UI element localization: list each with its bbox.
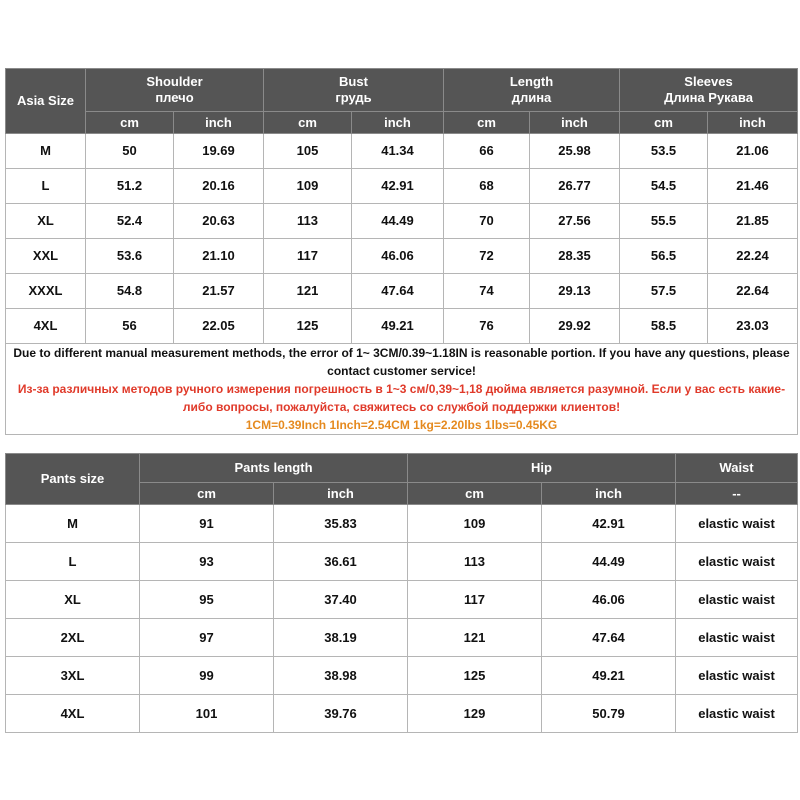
value-cell: 50.79 [542, 695, 676, 733]
value-cell: 68 [444, 169, 530, 204]
measurement-note-row [6, 344, 798, 435]
value-cell: 37.40 [274, 581, 408, 619]
table-row [6, 274, 798, 309]
value-cell: 109 [264, 169, 352, 204]
unit-cm: cm [140, 483, 274, 505]
value-cell: 113 [408, 543, 542, 581]
value-cell: 49.21 [352, 309, 444, 344]
value-cell: 47.64 [542, 619, 676, 657]
value-cell: 21.85 [708, 204, 798, 239]
value-cell: 21.57 [174, 274, 264, 309]
value-cell: 42.91 [352, 169, 444, 204]
size-cell: L [6, 169, 86, 204]
table-row [6, 543, 798, 581]
size-cell: M [6, 505, 140, 543]
value-cell: 38.98 [274, 657, 408, 695]
unit-cm: cm [86, 112, 174, 134]
value-cell: 26.77 [530, 169, 620, 204]
value-cell: 72 [444, 239, 530, 274]
value-cell: elastic waist [676, 619, 798, 657]
unit-inch: inch [530, 112, 620, 134]
value-cell: 66 [444, 134, 530, 169]
value-cell: 46.06 [542, 581, 676, 619]
size-cell: L [6, 543, 140, 581]
unit-header-row [6, 112, 798, 134]
value-cell: 20.16 [174, 169, 264, 204]
unit-inch: inch [174, 112, 264, 134]
value-cell: 51.2 [86, 169, 174, 204]
value-cell: 29.13 [530, 274, 620, 309]
table-row [6, 581, 798, 619]
unit-inch: inch [542, 483, 676, 505]
size-cell: XL [6, 204, 86, 239]
unit-inch: inch [708, 112, 798, 134]
note-russian: Из-за различных методов ручного измерения погрешность в 1~3 см/0,39~1,18 дюйма является разумной. Если у вас есть какие-либо вопросы, пожалуйста, свяжитесь со службой поддержки клиентов! [17, 382, 786, 414]
value-cell: 74 [444, 274, 530, 309]
unit-cm: cm [620, 112, 708, 134]
value-cell: 56 [86, 309, 174, 344]
value-cell: 57.5 [620, 274, 708, 309]
value-cell: 42.91 [542, 505, 676, 543]
pants-length-header: Pants length [140, 454, 408, 483]
value-cell: 129 [408, 695, 542, 733]
size-cell: 2XL [6, 619, 140, 657]
bust-header: Bust грудь [264, 69, 444, 112]
value-cell: 46.06 [352, 239, 444, 274]
unit-cm: cm [444, 112, 530, 134]
value-cell: 53.5 [620, 134, 708, 169]
value-cell: 121 [264, 274, 352, 309]
sleeves-header: Sleeves Длина Рукава [620, 69, 798, 112]
value-cell: 117 [264, 239, 352, 274]
value-cell: 23.03 [708, 309, 798, 344]
value-cell: 105 [264, 134, 352, 169]
length-header: Length длина [444, 69, 620, 112]
table-row [6, 309, 798, 344]
value-cell: 56.5 [620, 239, 708, 274]
value-cell: 91 [140, 505, 274, 543]
value-cell: 50 [86, 134, 174, 169]
value-cell: 55.5 [620, 204, 708, 239]
value-cell: 21.46 [708, 169, 798, 204]
waist-unit: -- [676, 483, 798, 505]
table-row [6, 695, 798, 733]
value-cell: 93 [140, 543, 274, 581]
value-cell: 109 [408, 505, 542, 543]
table-row [6, 505, 798, 543]
size-cell: XL [6, 581, 140, 619]
value-cell: 25.98 [530, 134, 620, 169]
asia-size-header: Asia Size [6, 69, 86, 134]
top-size-chart [5, 68, 798, 435]
value-cell: 76 [444, 309, 530, 344]
size-cell: XXXL [6, 274, 86, 309]
value-cell: 70 [444, 204, 530, 239]
value-cell: 101 [140, 695, 274, 733]
measurement-note [6, 344, 798, 435]
table-row [6, 169, 798, 204]
pants-size-header: Pants size [6, 454, 140, 505]
size-cell: XXL [6, 239, 86, 274]
size-cell: 3XL [6, 657, 140, 695]
value-cell: 27.56 [530, 204, 620, 239]
value-cell: 125 [408, 657, 542, 695]
hip-header: Hip [408, 454, 676, 483]
value-cell: 21.06 [708, 134, 798, 169]
value-cell: elastic waist [676, 505, 798, 543]
unit-cm: cm [408, 483, 542, 505]
table-row [6, 239, 798, 274]
value-cell: 29.92 [530, 309, 620, 344]
value-cell: 20.63 [174, 204, 264, 239]
value-cell: 47.64 [352, 274, 444, 309]
value-cell: 28.35 [530, 239, 620, 274]
value-cell: elastic waist [676, 657, 798, 695]
value-cell: 44.49 [352, 204, 444, 239]
value-cell: 117 [408, 581, 542, 619]
value-cell: 52.4 [86, 204, 174, 239]
value-cell: 22.24 [708, 239, 798, 274]
value-cell: elastic waist [676, 543, 798, 581]
shoulder-header: Shoulder плечо [86, 69, 264, 112]
value-cell: 121 [408, 619, 542, 657]
value-cell: 19.69 [174, 134, 264, 169]
unit-conversion-note: 1CM=0.39Inch 1Inch=2.54CM 1kg=2.20lbs 1lbs=0.45KG [245, 418, 558, 432]
value-cell: 38.19 [274, 619, 408, 657]
value-cell: 39.76 [274, 695, 408, 733]
size-cell: 4XL [6, 695, 140, 733]
value-cell: 36.61 [274, 543, 408, 581]
pants-size-chart [5, 453, 798, 733]
value-cell: 44.49 [542, 543, 676, 581]
unit-cm: cm [264, 112, 352, 134]
waist-header: Waist [676, 454, 798, 483]
unit-inch: inch [274, 483, 408, 505]
table-row [6, 204, 798, 239]
value-cell: 21.10 [174, 239, 264, 274]
table-row [6, 657, 798, 695]
size-cell: M [6, 134, 86, 169]
value-cell: 99 [140, 657, 274, 695]
value-cell: 58.5 [620, 309, 708, 344]
value-cell: 22.05 [174, 309, 264, 344]
value-cell: 113 [264, 204, 352, 239]
unit-inch: inch [352, 112, 444, 134]
value-cell: 49.21 [542, 657, 676, 695]
value-cell: elastic waist [676, 695, 798, 733]
value-cell: 125 [264, 309, 352, 344]
value-cell: 95 [140, 581, 274, 619]
value-cell: 41.34 [352, 134, 444, 169]
value-cell: 54.5 [620, 169, 708, 204]
table-row [6, 134, 798, 169]
value-cell: 97 [140, 619, 274, 657]
value-cell: 54.8 [86, 274, 174, 309]
value-cell: elastic waist [676, 581, 798, 619]
value-cell: 22.64 [708, 274, 798, 309]
size-cell: 4XL [6, 309, 86, 344]
value-cell: 53.6 [86, 239, 174, 274]
note-english: Due to different manual measurement methods, the error of 1~ 3CM/0.39~1.18IN is reasonable portion. If you have any questions, please contact customer service! [13, 346, 790, 378]
value-cell: 35.83 [274, 505, 408, 543]
table-row [6, 619, 798, 657]
